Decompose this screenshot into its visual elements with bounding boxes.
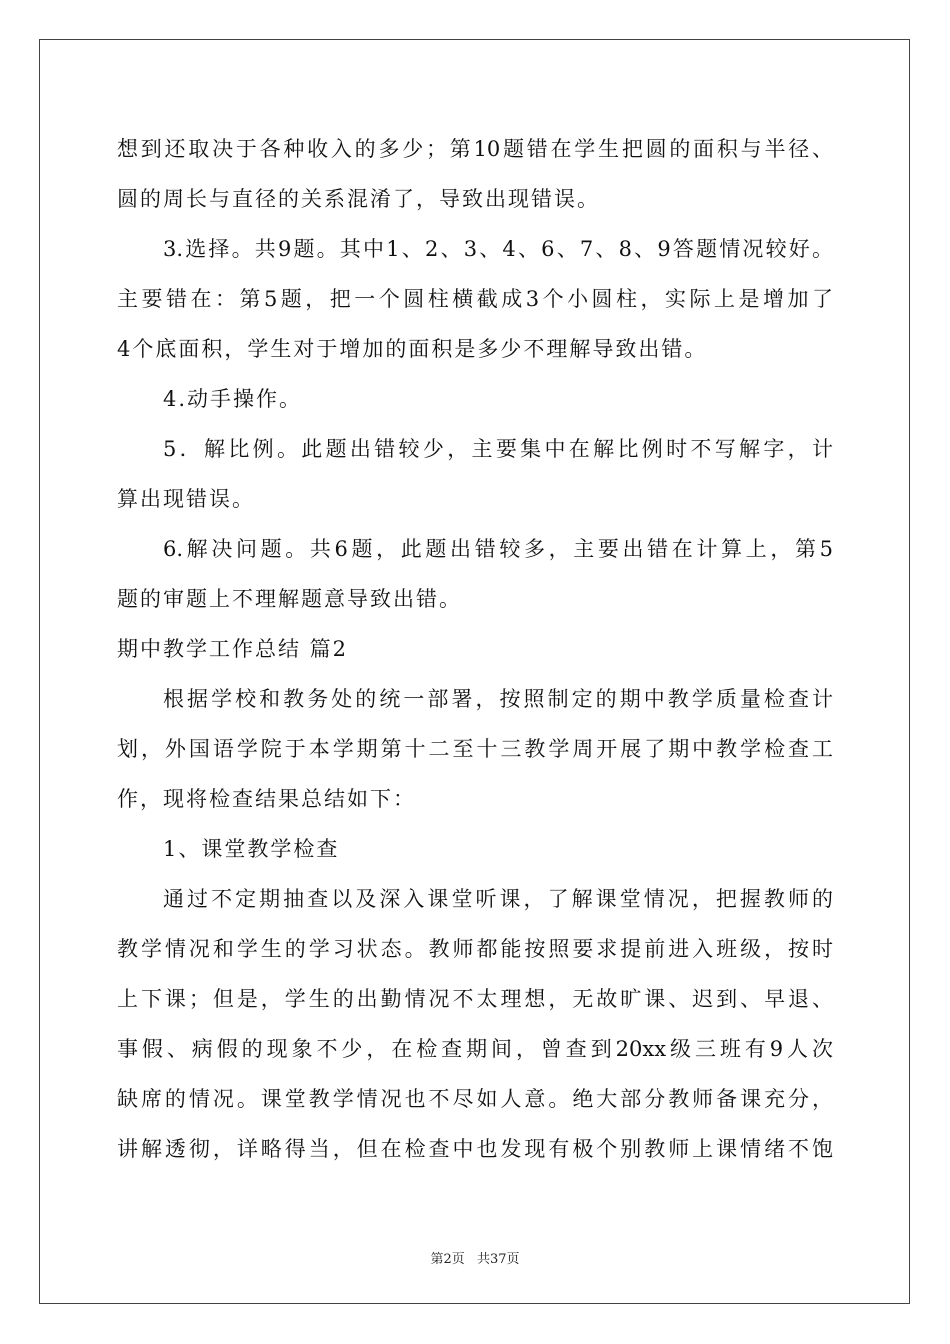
- paragraph-line: 划，外国语学院于本学期第十二至十三教学周开展了期中教学检查工: [117, 737, 833, 761]
- paragraph-line: 想到还取决于各种收入的多少；第10题错在学生把圆的面积与半径、: [117, 137, 833, 161]
- paragraph-line: 讲解透彻，详略得当，但在检查中也发现有极个别教师上课情绪不饱: [117, 1137, 833, 1161]
- paragraph-line: 5．解比例。此题出错较少，主要集中在解比例时不写解字，计: [163, 437, 833, 461]
- paragraph-line: 3.选择。共9题。其中1、2、3、4、6、7、8、9答题情况较好。: [163, 237, 833, 261]
- paragraph-line: 作，现将检查结果总结如下：: [117, 787, 416, 811]
- document-body: [117, 124, 833, 1174]
- paragraph-line: 4个底面积，学生对于增加的面积是多少不理解导致出错。: [117, 337, 708, 361]
- paragraph-line: 教学情况和学生的学习状态。教师都能按照要求提前进入班级，按时: [117, 937, 833, 961]
- paragraph-line: 事假、病假的现象不少，在检查期间，曾查到20xx级三班有9人次: [117, 1037, 833, 1061]
- paragraph-line: 上下课；但是，学生的出勤情况不太理想，无故旷课、迟到、早退、: [117, 987, 833, 1011]
- paragraph-line: 通过不定期抽查以及深入课堂听课，了解课堂情况，把握教师的: [163, 887, 833, 911]
- section-heading: 期中教学工作总结 篇2: [117, 637, 349, 661]
- paragraph-line: 6.解决问题。共6题，此题出错较多，主要出错在计算上，第5: [163, 537, 833, 561]
- paragraph-line: 4.动手操作。: [163, 387, 303, 411]
- paragraph-line: 缺席的情况。课堂教学情况也不尽如人意。绝大部分教师备课充分，: [117, 1087, 833, 1111]
- paragraph-line: 题的审题上不理解题意导致出错。: [117, 587, 462, 611]
- paragraph-line: 根据学校和教务处的统一部署，按照制定的期中教学质量检查计: [163, 687, 833, 711]
- paragraph-line: 算出现错误。: [117, 487, 255, 511]
- page-footer: [0, 1248, 950, 1267]
- paragraph-line: 圆的周长与直径的关系混淆了，导致出现错误。: [117, 187, 600, 211]
- page-number: 第2页: [430, 1252, 465, 1267]
- page-total: 共37页: [476, 1252, 520, 1267]
- subsection-heading: 1、课堂教学检查: [163, 837, 340, 861]
- paragraph-line: 主要错在：第5题，把一个圆柱横截成3个小圆柱，实际上是增加了: [117, 287, 833, 311]
